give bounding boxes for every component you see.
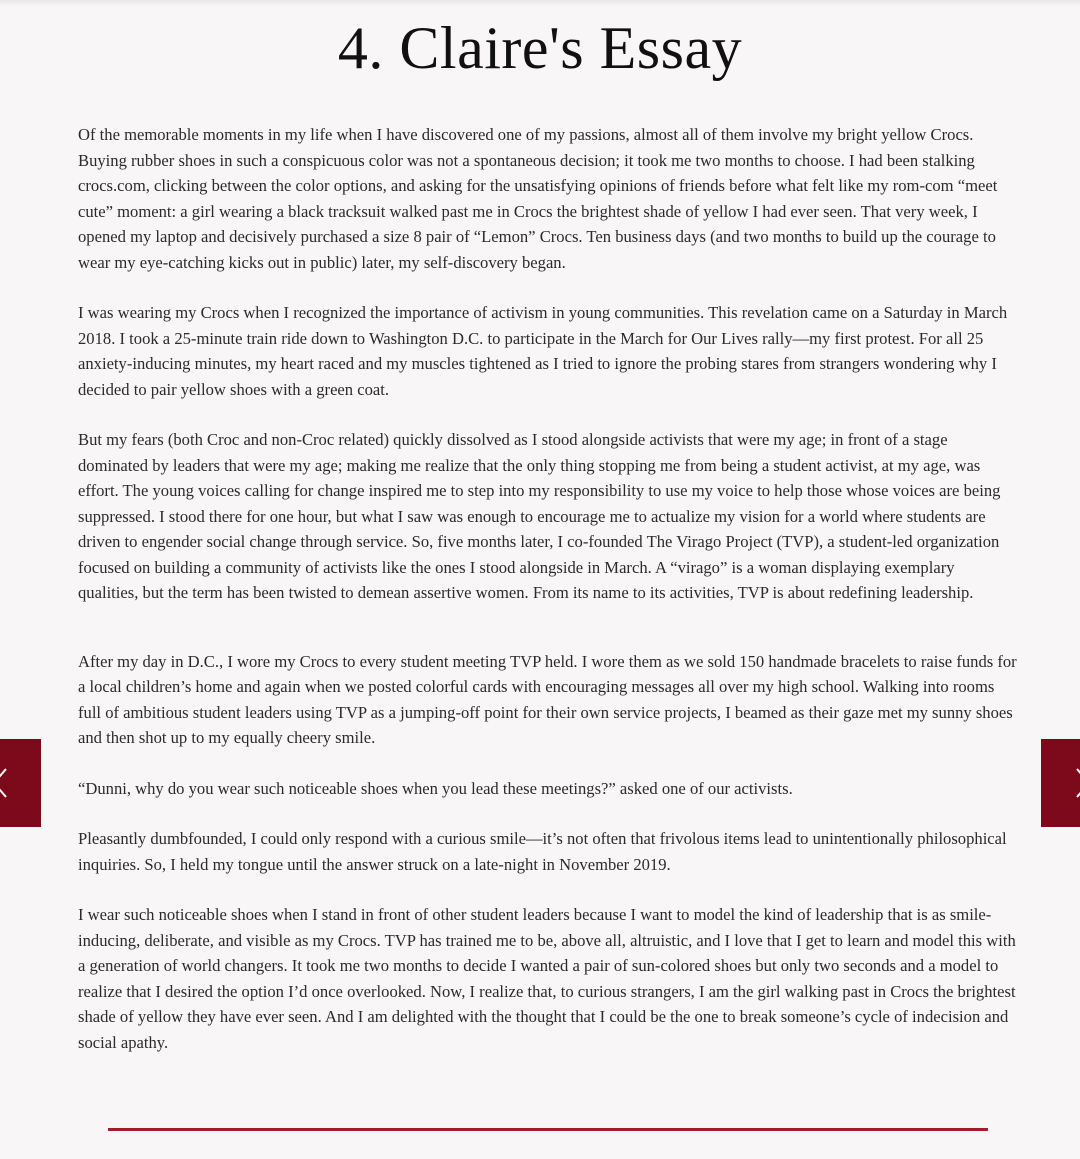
essay-paragraph: Of the memorable moments in my life when I have discovered one of my passions, almost all of them involve my bright yellow Crocs. Buying rubber shoes in such a conspicuous color was not a spontaneous decision; it took me two months to choose. I had been stalking crocs.com, clicking between the color options, and asking for the unsatisfying opinions of friends before what felt like my rom-com “meet cute” moment: a girl wearing a black tracksuit walked past me in Crocs the brightest shade of yellow I had ever seen. That very week, I opened my laptop and decisively purchased a size 8 pair of “Lemon” Crocs. Ten business days (and two months to build up the courage to wear my eye-catching kicks out in public) later, my self-discovery began. (78, 125, 998, 272)
next-essay-button[interactable] (1041, 739, 1080, 827)
previous-essay-button[interactable] (0, 739, 41, 827)
chevron-left-icon (0, 739, 41, 827)
essay-paragraph: Pleasantly dumbfounded, I could only respond with a curious smile—it’s not often that frivolous items lead to unintentionally philosophical inquiries. So, I held my tongue until the answer struck on a late-night in November 2019. (78, 829, 1007, 874)
essay-paragraph: But my fears (both Croc and non-Croc related) quickly dissolved as I stood alongside activists that were my age; in front of a stage dominated by leaders that were my age; making me realize that the only thing stopping me from being a student activist, at my age, was effort. The young voices calling for change inspired me to step into my responsibility to use my voice to help those whose voices are being suppressed. I stood there for one hour, but what I saw was enough to encourage me to actualize my vision for a world where students are driven to engender social change through service. So, five months later, I co-founded The Virago Project (TVP), a student-led organization focused on building a community of activists like the ones I stood alongside in March. A “virago” is a woman displaying exemplary qualities, but the term has been twisted to demean assertive women. From its name to its activities, TVP is about redefining leadership. (78, 430, 1001, 602)
top-shadow (0, 0, 1080, 6)
essay-paragraph: I was wearing my Crocs when I recognized the importance of activism in young communities. This revelation came on a Saturday in March 2018. I took a 25-minute train ride down to Washington D.C. to participate in the March for Our Lives rally—my first protest. For all 25 anxiety-inducing minutes, my heart raced and my muscles tightened as I tried to ignore the probing stares from strangers wondering why I decided to pair yellow shoes with a green coat. (78, 303, 1008, 399)
page-title: 4. Claire's Essay (337, 15, 743, 81)
chevron-right-icon (1041, 739, 1080, 827)
essay-paragraph: “Dunni, why do you wear such noticeable shoes when you lead these meetings?” asked one of our activists. (78, 778, 793, 798)
essay-paragraph: I wear such noticeable shoes when I stand in front of other student leaders because I want to model the kind of leadership that is as smile-inducing, deliberate, and visible as my Crocs. TVP has trained me to be, above all, altruistic, and I love that I get to learn and model this with a generation of world changers. It took me two months to decide I wanted a pair of sun-colored shoes but only two seconds and a model to realize that I desired the option I’d once overlooked. Now, I realize that, to curious strangers, I am the girl walking past in Crocs the brightest shade of yellow they have ever seen. And I am delighted with the thought that I could be the one to break someone’s cycle of indecision and social apathy. (78, 905, 1016, 1052)
footer-divider (108, 1128, 988, 1131)
essay-body (78, 122, 1018, 1055)
essay-paragraph: After my day in D.C., I wore my Crocs to every student meeting TVP held. I wore them as we sold 150 handmade bracelets to raise funds for a local children’s home and again when we posted colorful cards with encouraging messages all over my high school. Walking into rooms full of ambitious student leaders using TVP as a jumping-off point for their own service projects, I beamed as their gaze met my sunny shoes and then shot up to my equally cheery smile. (78, 651, 1017, 747)
